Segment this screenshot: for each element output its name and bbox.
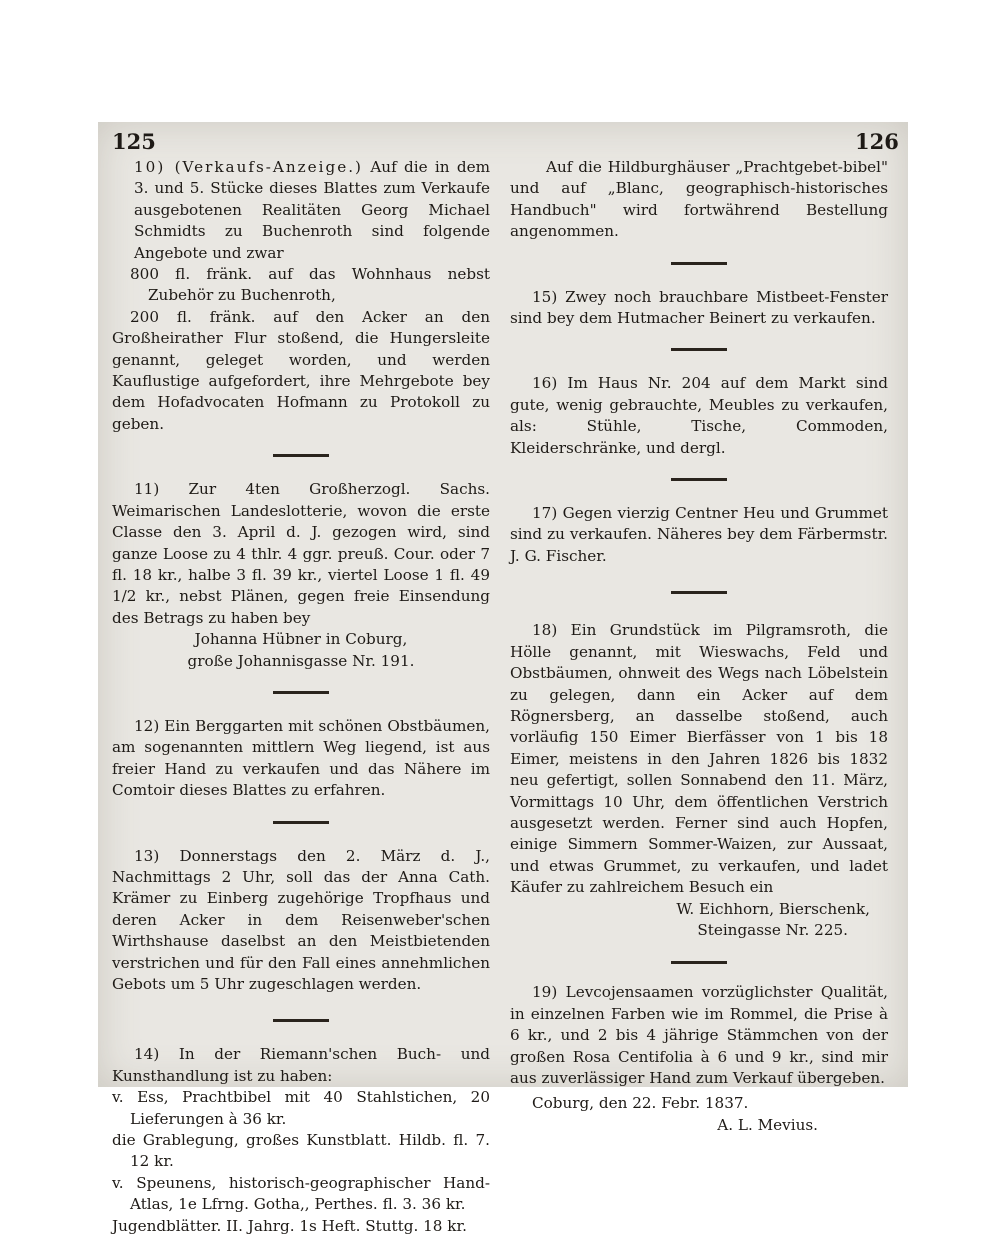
advert-11-signature-address: große Johannisgasse Nr. 191. <box>187 651 415 670</box>
advert-12 <box>112 716 490 802</box>
separator-rule <box>671 478 727 481</box>
advert-10-offer-2: 200 fl. fränk. auf den Acker an den Großheirather Flur stoßend, die Hungersleite genannt, geleget worden, und werden Kauflustige aufgefordert, ihre Mehrgebote bey dem Hofadvocaten Hofmann zu Protokoll zu geben. <box>112 307 490 433</box>
advert-11 <box>112 479 490 672</box>
separator-rule <box>671 961 727 964</box>
advert-19-text: 19) Levcojensaamen vorzüglichster Qualität, in einzelnen Farben wie im Rommel, die Prise à 6 kr., und 2 bis 4 jährige Stämmchen von der großen Rosa Centifolia à 6 und 9 kr., sind mir aus zuverlässiger Hand zum Verkauf übergeben. <box>510 983 888 1087</box>
advert-17-text: 17) Gegen vierzig Centner Heu und Grummet sind zu verkaufen. Näheres bey dem Färbermstr. J. G. Fischer. <box>510 504 888 565</box>
separator-rule <box>671 591 727 594</box>
advert-14-item-1: v. Ess, Prachtbibel mit 40 Stahlstichen, 20 Lieferungen à 36 kr. <box>112 1088 490 1128</box>
separator-rule <box>671 262 727 265</box>
advert-19 <box>510 982 888 1136</box>
advert-18-signature-name: W. Eichhorn, Bierschenk, <box>676 899 870 918</box>
page-number-left: 125 <box>112 129 156 154</box>
left-column <box>112 157 490 1237</box>
separator-rule <box>273 1019 329 1022</box>
advert-13 <box>112 846 490 996</box>
separator-rule <box>273 454 329 457</box>
advert-10-intro: Auf die in dem 3. und 5. Stücke dieses Blattes zum Verkaufe ausgebotenen Realitäten Georg Michael Schmidts zu Buchenroth sind folgende Angebote und zwar <box>134 158 491 262</box>
advert-14 <box>112 1044 490 1237</box>
advert-12-text: 12) Ein Berggarten mit schönen Obstbäumen, am sogenannten mittlern Weg liegend, ist aus freier Hand zu verkaufen und das Nähere im Comtoir dieses Blattes zu erfahren. <box>112 716 490 800</box>
advert-10-offer-1: 800 fl. fränk. auf das Wohnhaus nebst Zubehör zu Buchenroth, <box>130 265 490 305</box>
separator-rule <box>273 821 329 824</box>
advert-16-text: 16) Im Haus Nr. 204 auf dem Markt sind gute, wenig gebrauchte, Meubles zu verkaufen, als: Stühle, Tische, Commoden, Kleiderschränke, und dergl. <box>510 374 888 457</box>
advert-15-text: 15) Zwey noch brauchbare Mistbeet-Fenster sind bey dem Hutmacher Beinert zu verkaufen. <box>510 287 888 328</box>
advert-18-signature-address: Steingasse Nr. 225. <box>697 920 848 939</box>
advert-18 <box>510 620 888 941</box>
page-number-right: 126 <box>855 129 899 154</box>
separator-rule <box>273 691 329 694</box>
advert-14-item-4: Jugendblätter. II. Jahrg. 1s Heft. Stuttg. 18 kr. <box>112 1216 467 1235</box>
advert-14-continuation: Auf die Hildburghäuser „Prachtgebet-bibel" und auf „Blanc, geographisch-historisches Handbuch" wird fortwährend Bestellung angenommen. <box>510 158 888 241</box>
advert-10 <box>112 157 490 435</box>
advert-13-text: 13) Donnerstags den 2. März d. J., Nachmittags 2 Uhr, soll das der Anna Cath. Krämer zu Einberg zugehörige Tropfhaus und deren Acker in dem Reisenweber'schen Wirthshause daselbst an den Meistbietenden verstrichen und für den Fall eines annehmlichen Gebots um 5 Uhr zugeschlagen werden. <box>112 846 490 993</box>
advert-11-text: 11) Zur 4ten Großherzogl. Sachs. Weimarischen Landeslotterie, wovon die erste Classe den 3. April d. J. gezogen wird, sind ganze Loose zu 4 thlr. 4 ggr. preuß. Cour. oder 7 fl. 18 kr., halbe 3 fl. 39 kr., viertel Loose 1 fl. 49 1/2 kr., nebst Plänen, gegen freie Einsendung des Betrags zu haben bey <box>112 480 490 627</box>
right-column <box>510 157 888 1136</box>
advert-10-heading: 10) (Verkaufs-Anzeige.) <box>134 158 363 176</box>
advert-11-signature-name: Johanna Hübner in Coburg, <box>194 630 408 649</box>
advert-14-item-2: die Grablegung, großes Kunstblatt. Hildb. fl. 7. 12 kr. <box>112 1131 490 1171</box>
advert-18-text: 18) Ein Grundstück im Pilgramsroth, die Hölle genannt, mit Wieswachs, Feld und Obstbäumen, ohnweit des Wegs nach Löbelstein zu gelegen, dann ein Acker auf dem Rögnersberg, an dasselbe stoßend, auch vorläufig 150 Eimer Bierfässer von 1 bis 18 Eimer, meistens in den Jahren 1826 bis 1832 neu gefertigt, sollen Sonnabend den 11. März, Vormittags 10 Uhr, dem öffentlichen Verstrich ausgesetzt werden. Ferner sind auch Hopfen, einige Simmern Sommer-Waizen, zur Aussaat, und etwas Grummet, zu verkaufen, und ladet Käufer zu zahlreichem Besuch ein <box>510 621 888 897</box>
separator-rule <box>671 348 727 351</box>
advert-19-place-date: Coburg, den 22. Febr. 1837. <box>532 1094 749 1113</box>
advert-14-item-3: v. Speunens, historisch-geographischer Hand-Atlas, 1e Lfrng. Gotha,, Perthes. fl. 3. 36 kr. <box>112 1173 490 1214</box>
advert-19-signer: A. L. Mevius. <box>717 1115 818 1134</box>
advert-14-intro: 14) In der Riemann'schen Buch- und Kunsthandlung ist zu haben: <box>112 1045 490 1085</box>
